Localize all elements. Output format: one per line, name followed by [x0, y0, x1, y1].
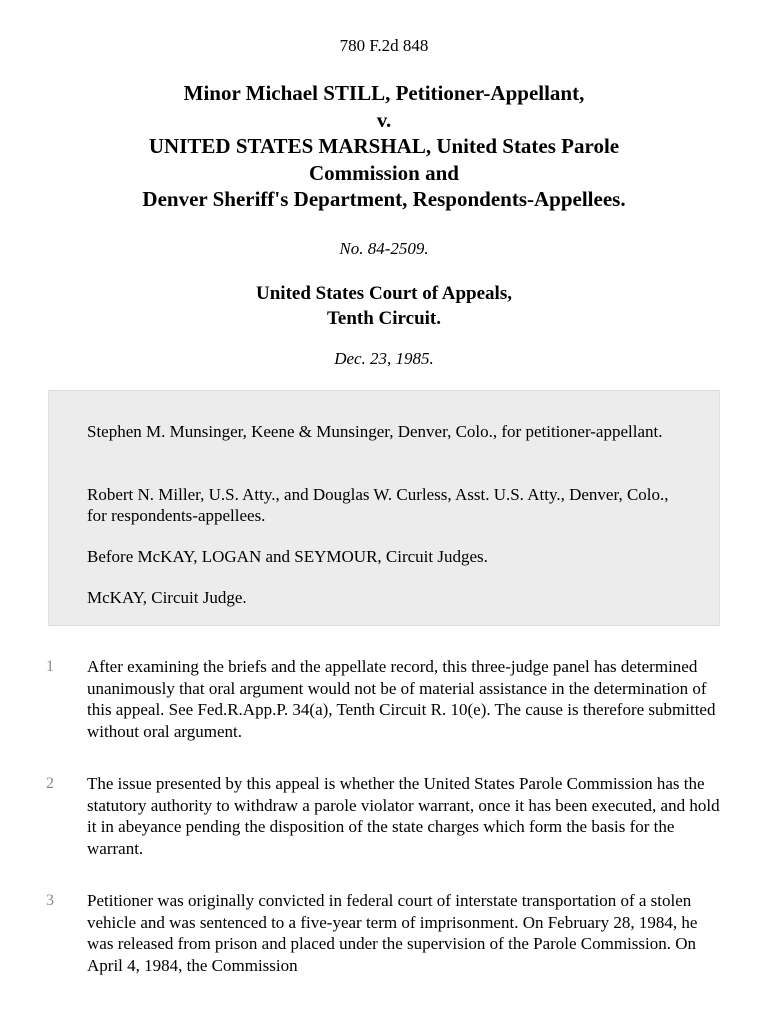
decision-date: Dec. 23, 1985.: [334, 349, 434, 368]
docket-number: No. 84-2509.: [339, 239, 429, 258]
bench-panel: Before McKAY, LOGAN and SEYMOUR, Circuit Judges.: [87, 547, 488, 566]
paragraph-number: 1: [46, 658, 54, 675]
paragraph-text: Petitioner was originally convicted in federal court of interstate transportation of a stolen vehicle and was sentenced to a five-year term of imprisonment. On February 28, 1984, he was released from prison and placed under the supervision of the Parole Commission. On April 4, 1984, the Commission: [87, 891, 698, 975]
caption-petitioner: Minor Michael STILL, Petitioner-Appellant,: [183, 81, 585, 105]
counsel-panel: [48, 390, 720, 626]
court-name-line-1: United States Court of Appeals,: [256, 283, 512, 304]
opinion-author: McKAY, Circuit Judge.: [87, 588, 247, 607]
court-name-line-2: Tenth Circuit.: [326, 308, 442, 329]
paragraph-text: The issue presented by this appeal is whether the United States Parole Commission has the statutory authority to withdraw a parole violator warrant, once it has been executed, and hold it in abeyance pending the disposition of the state charges which form the basis for the warrant.: [87, 774, 720, 858]
counsel-appellant: Stephen M. Munsinger, Keene & Munsinger, Denver, Colo., for petitioner-appellant.: [87, 422, 663, 441]
caption-versus: v.: [376, 107, 392, 132]
paragraph-number: 3: [46, 892, 54, 909]
court-name: [0, 281, 768, 331]
caption-respondent-line-2: Commission and: [309, 160, 459, 185]
caption-respondent-line-1: UNITED STATES MARSHAL, United States Parole: [148, 134, 620, 158]
case-caption: [40, 80, 728, 213]
counsel-appellees: Robert N. Miller, U.S. Atty., and Douglas W. Curless, Asst. U.S. Atty., Denver, Colo., for respondents-appellees.: [87, 485, 669, 525]
case-citation: 780 F.2d 848: [339, 36, 429, 55]
paragraph-number: 2: [46, 775, 54, 792]
paragraph-text: After examining the briefs and the appellate record, this three-judge panel has determined unanimously that oral argument would not be of material assistance in the determination of this appeal. See Fed.R.App.P. 34(a), Tenth Circuit R. 10(e). The cause is therefore submitted without oral argument.: [87, 657, 716, 741]
caption-respondent-line-3: Denver Sheriff's Department, Respondents-Appellees.: [142, 187, 626, 211]
